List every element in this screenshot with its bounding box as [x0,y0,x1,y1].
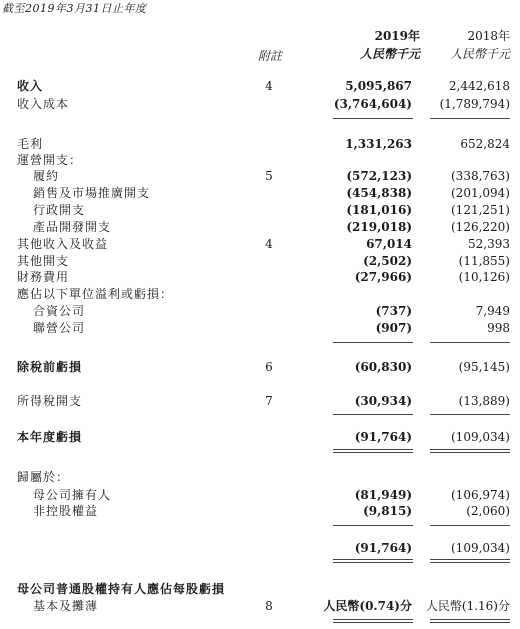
year-2019-header: 2019年 [374,29,420,43]
year-2018-header: 2018年 [467,29,510,43]
value-2019: 人民幣(0.74)分 [323,599,412,613]
double-rule-2019 [333,449,413,450]
row-operating-expenses [0,152,520,168]
row-loss-for-year [0,429,520,445]
double-rule-2019 [333,619,413,620]
value-2018: (126,220) [451,220,510,234]
subtotal-rule-2018 [430,414,510,415]
row-share-header [0,286,520,302]
value-2018: (109,034) [451,430,510,444]
value-2018: (13,889) [458,394,510,408]
value-2019: (737) [375,304,412,318]
double-rule-2018 [430,562,510,563]
row-gross-profit [0,136,520,152]
value-2018: (2,060) [466,504,510,518]
value-2019: (27,966) [354,270,412,284]
row-note: 7 [265,394,273,408]
row-label: 非控股權益 [33,504,99,518]
value-2019: (81,949) [354,488,412,502]
row-label: 本年度虧損 [17,430,83,444]
row-income-tax [0,393,520,409]
value-2018: (106,974) [451,488,510,502]
subtotal-rule-2018 [430,118,510,119]
row-cost-of-revenue [0,96,520,112]
value-2018: 人民幣(1.16)分 [425,599,510,613]
row-eps [0,598,520,614]
value-2019: 5,095,867 [345,79,412,93]
double-rule-2019 [333,559,413,560]
row-label: 毛利 [17,137,44,151]
row-label: 收入 [17,79,44,93]
subtotal-rule-2019 [333,414,413,415]
unit-2019-header: 人民幣千元 [359,47,420,61]
value-2018: (10,126) [458,270,510,284]
row-label: 履約 [33,169,60,183]
value-2018: 652,824 [460,137,510,151]
value-2018: (1,789,794) [439,97,510,111]
row-label: 母公司普通股權持有人應佔每股虧損 [17,582,226,596]
row-label: 歸屬於： [17,470,70,484]
row-label: 行政開支 [33,203,86,217]
row-label: 除稅前虧損 [17,360,83,374]
row-sales-marketing [0,185,520,201]
value-2019: (3,764,604) [333,97,412,111]
row-label: 銷售及市場推廣開支 [33,186,151,200]
subtotal-rule-2019 [333,118,413,119]
row-other-income [0,236,520,252]
row-joint-ventures [0,303,520,319]
value-2019: (91,764) [354,541,412,555]
row-note: 5 [265,169,273,183]
row-label: 聯營公司 [33,321,86,335]
double-rule-2019 [333,452,413,453]
row-note: 6 [265,360,273,374]
value-2019: (30,934) [354,394,412,408]
value-2018: 7,949 [475,304,510,318]
row-finance-costs [0,269,520,285]
unit-2018-header: 人民幣千元 [449,47,510,61]
row-loss-before-tax [0,359,520,375]
value-2019: (9,815) [363,504,412,518]
value-2019: (2,502) [363,254,412,268]
note-column-header: 附註 [258,49,283,63]
row-label: 合資公司 [33,304,86,318]
value-2019: 67,014 [366,237,412,251]
row-label: 基本及攤薄 [33,599,99,613]
subtotal-rule-2019 [333,342,413,343]
value-2019: 1,331,263 [345,137,412,151]
double-rule-2019 [333,562,413,563]
double-rule-2018 [430,622,510,623]
row-note: 4 [265,79,273,93]
row-eps-header [0,581,520,597]
subtotal-rule-2018 [430,525,510,526]
subtotal-rule-2018 [430,342,510,343]
value-2018: (338,763) [451,169,510,183]
row-label: 其他收入及收益 [17,237,109,251]
value-2019: (907) [375,321,412,335]
value-2018: 2,442,618 [448,79,510,93]
row-revenue [0,78,520,94]
value-2018: 52,393 [468,237,510,251]
row-label: 所得稅開支 [17,394,83,408]
double-rule-2018 [430,452,510,453]
value-2018: 998 [487,321,510,335]
row-owners [0,487,520,503]
value-2018: (201,094) [451,186,510,200]
row-label: 其他開支 [17,254,70,268]
period-caption: 截至2019年3月31日止年度 [2,2,147,15]
row-other-expenses [0,253,520,269]
row-associates [0,320,520,336]
double-rule-2018 [430,619,510,620]
value-2019: (454,838) [346,186,412,200]
value-2019: (572,123) [346,169,412,183]
row-note: 8 [265,599,273,613]
double-rule-2019 [333,622,413,623]
row-note: 4 [265,237,273,251]
value-2018: (95,145) [458,360,510,374]
double-rule-2018 [430,449,510,450]
row-label: 應佔以下單位溢利或虧損： [17,287,174,301]
row-admin [0,202,520,218]
row-non-controlling-interests [0,503,520,519]
value-2018: (11,855) [458,254,510,268]
value-2019: (91,764) [354,430,412,444]
value-2019: (181,016) [346,203,412,217]
value-2019: (219,018) [346,220,412,234]
row-attributable-to [0,469,520,485]
row-label: 財務費用 [17,270,70,284]
value-2018: (121,251) [451,203,510,217]
row-label: 產品開發開支 [33,220,112,234]
row-label: 運營開支： [17,153,83,167]
subtotal-rule-2019 [333,525,413,526]
row-label: 收入成本 [17,97,70,111]
double-rule-2018 [430,559,510,560]
row-label: 母公司擁有人 [33,488,112,502]
row-rnd [0,219,520,235]
row-fulfilment [0,168,520,184]
value-2018: (109,034) [451,541,510,555]
row-total [0,540,520,556]
value-2019: (60,830) [354,360,412,374]
